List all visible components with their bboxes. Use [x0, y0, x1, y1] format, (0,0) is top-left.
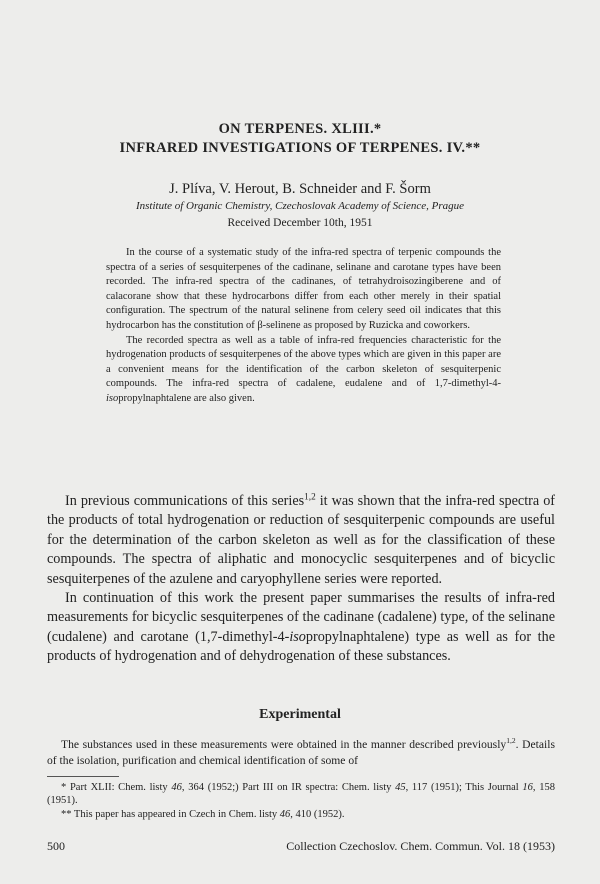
article-title-line-2: INFRARED INVESTIGATIONS OF TERPENES. IV.**: [119, 140, 481, 156]
introduction: [47, 492, 555, 667]
abstract-paragraph-2: The recorded spectra as well as a table of infra-red frequencies characteristic for the hydrogenation products of sesquiterpenes of the above types which are given in this paper are a convenient means for the identification of the carbon skeleton of sesquiterpenic compounds. The infra-red spectra of cadalene, eudalene and of 1,7-dimethyl-4-isopropylnaphtalene are also given.: [106, 334, 501, 404]
abstract: [106, 246, 501, 407]
footnote-1: * Part XLII: Chem. listy 46, 364 (1952;) Part III on IR spectra: Chem. listy 45, 117 (1951); This Journal 16, 158 (1951).: [47, 782, 555, 807]
institute-affiliation: Institute of Organic Chemistry, Czechoslovak Academy of Science, Prague: [135, 200, 465, 212]
section-heading-experimental: Experimental: [259, 707, 341, 722]
article-title-line-1: ON TERPENES. XLIII.*: [218, 121, 382, 137]
footnote-2: ** This paper has appeared in Czech in Chem. listy 46, 410 (1952).: [61, 808, 345, 820]
abstract-paragraph-1: In the course of a systematic study of the infra-red spectra of terpenic compounds the spectra of a series of sesquiterpenes of the cadinane, selinane and carotane types have been recorded. The infra-red spectra of the cadinanes, of tetrahydroisozingiberene and of calacorane show that these hydrocarbons differ from each other merely in their spatial configuration. The spectrum of the natural selinene from celery seed oil indicates that this hydrocarbon has the constitution of β-selinene as proposed by Ruzicka and coworkers.: [106, 247, 501, 331]
footnotes: [47, 781, 555, 821]
received-date: Received December 10th, 1951: [227, 217, 373, 229]
journal-citation: Collection Czechoslov. Chem. Commun. Vol. 18 (1953): [286, 839, 555, 853]
intro-paragraph-2: In continuation of this work the present paper summarises the results of infra-red measurements for bicyclic sesquiterpenes of the cadinane (cadalene) type, of the selinane (cudalene) and carotane (1,7-dimethyl-4-isopropylnaphtalene) type as well as for the products of hydrogenation and of dehydrogenation of these substances.: [47, 590, 555, 665]
page-number: 500: [47, 839, 65, 853]
footnote-divider: [47, 776, 119, 777]
intro-paragraph-1: In previous communications of this series$^{1,2}$ it was shown that the infra-red spectra of the products of total hydrogenation or reduction of sesquiterpenic compounds are useful for the determination of the carbon skeleton as well as for the classification of these compounds. The spectra of aliphatic and monocyclic sesquiterpenes and of bicyclic sesquiterpenes of the azulene and caryophyllene series were reported.: [47, 491, 556, 587]
experimental-paragraph: The substances used in these measurements were obtained in the manner described previously$^{1,2}$. Details of the isolation, purification and chemical identification of some of: [47, 736, 555, 767]
author-list: J. Plíva, V. Herout, B. Schneider and F. Šorm: [169, 181, 431, 197]
